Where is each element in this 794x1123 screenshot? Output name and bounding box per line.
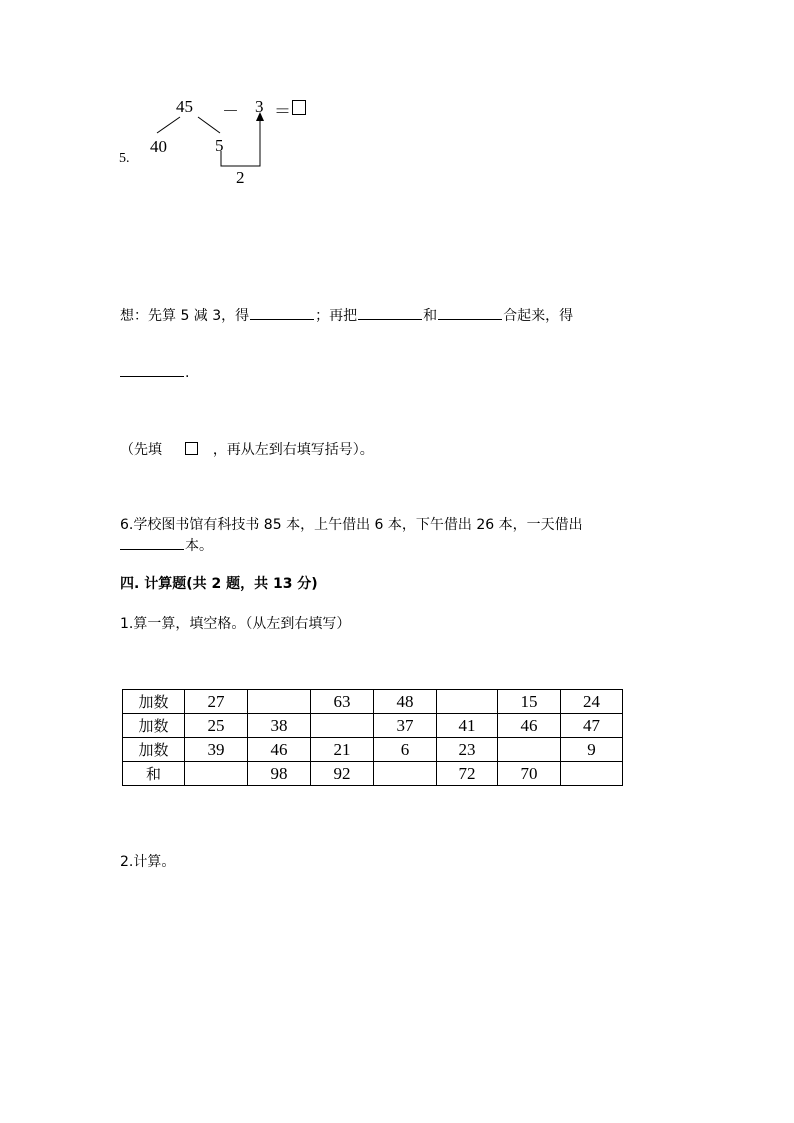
blank-1[interactable] bbox=[250, 305, 314, 320]
split-line-right bbox=[198, 117, 220, 133]
table-row bbox=[123, 714, 623, 738]
table-cell: 37 bbox=[374, 714, 437, 738]
table-cell: 47 bbox=[561, 714, 623, 738]
table-cell: 23 bbox=[437, 738, 498, 762]
answer-box[interactable] bbox=[292, 100, 306, 115]
minus-sign: － bbox=[222, 102, 239, 121]
q6-text-line1: 6.学校图书馆有科技书 85 本，上午借出 6 本，下午借出 26 本，一天借出 bbox=[120, 517, 583, 533]
hint-prefix: （先填 bbox=[120, 442, 162, 458]
hint-suffix: ，再从左到右填写括号）。 bbox=[212, 442, 374, 458]
table-cell: 21 bbox=[311, 738, 374, 762]
row-header: 加数 bbox=[123, 738, 185, 762]
row-header: 加数 bbox=[123, 714, 185, 738]
row-header: 和 bbox=[123, 762, 185, 786]
blank-4[interactable] bbox=[120, 362, 184, 377]
q5-think-sentence bbox=[120, 305, 573, 325]
split-left-number: 40 bbox=[150, 137, 167, 156]
table-cell: 46 bbox=[248, 738, 311, 762]
table-cell: 72 bbox=[437, 762, 498, 786]
empty-cell[interactable] bbox=[437, 690, 498, 714]
table-cell: 41 bbox=[437, 714, 498, 738]
addition-table bbox=[122, 689, 623, 786]
table-cell: 15 bbox=[498, 690, 561, 714]
section4-q1-text: 1.算一算，填空格。（从左到右填写） bbox=[120, 616, 351, 632]
minuend: 45 bbox=[176, 97, 193, 116]
think-end-period: . bbox=[185, 365, 190, 381]
q5-split-diagram bbox=[0, 0, 794, 200]
q5-think-end bbox=[120, 362, 189, 381]
table-row bbox=[123, 690, 623, 714]
blank-2[interactable] bbox=[358, 305, 422, 320]
think-text-3: 和 bbox=[423, 308, 438, 324]
table-cell: 39 bbox=[185, 738, 248, 762]
hint-box-icon bbox=[185, 442, 198, 455]
empty-cell[interactable] bbox=[185, 762, 248, 786]
table-cell: 38 bbox=[248, 714, 311, 738]
table-cell: 25 bbox=[185, 714, 248, 738]
think-text-2: ；再把 bbox=[315, 308, 358, 324]
think-text-4: 合起来，得 bbox=[503, 308, 574, 324]
split-right-number: 5 bbox=[215, 136, 224, 155]
section4-q2-text: 2.计算。 bbox=[120, 854, 176, 870]
q6-blank[interactable] bbox=[120, 535, 184, 550]
q6-text-line2 bbox=[120, 535, 213, 555]
table-cell: 27 bbox=[185, 690, 248, 714]
table-cell: 9 bbox=[561, 738, 623, 762]
q6-suffix: 本。 bbox=[185, 538, 213, 554]
subtrahend: 3 bbox=[255, 97, 264, 116]
table-cell: 70 bbox=[498, 762, 561, 786]
connector-line bbox=[221, 118, 260, 166]
empty-cell[interactable] bbox=[498, 738, 561, 762]
q5-number: 5. bbox=[119, 151, 130, 166]
q5-hint bbox=[120, 439, 374, 459]
section-title: 四. 计算题(共 2 题，共 13 分) bbox=[120, 576, 318, 592]
table-cell: 6 bbox=[374, 738, 437, 762]
table-cell: 48 bbox=[374, 690, 437, 714]
table-cell: 92 bbox=[311, 762, 374, 786]
blank-3[interactable] bbox=[438, 305, 502, 320]
table-cell: 24 bbox=[561, 690, 623, 714]
row-header: 加数 bbox=[123, 690, 185, 714]
empty-cell[interactable] bbox=[248, 690, 311, 714]
split-line-left bbox=[157, 117, 180, 133]
difference-number: 2 bbox=[236, 168, 245, 187]
empty-cell[interactable] bbox=[561, 762, 623, 786]
table-row bbox=[123, 762, 623, 786]
table-cell: 98 bbox=[248, 762, 311, 786]
empty-cell[interactable] bbox=[311, 714, 374, 738]
empty-cell[interactable] bbox=[374, 762, 437, 786]
table-row bbox=[123, 738, 623, 762]
equals-sign: ＝ bbox=[274, 102, 291, 121]
table-cell: 46 bbox=[498, 714, 561, 738]
table-cell: 63 bbox=[311, 690, 374, 714]
think-text-1: 想：先算 5 减 3，得 bbox=[120, 308, 250, 324]
